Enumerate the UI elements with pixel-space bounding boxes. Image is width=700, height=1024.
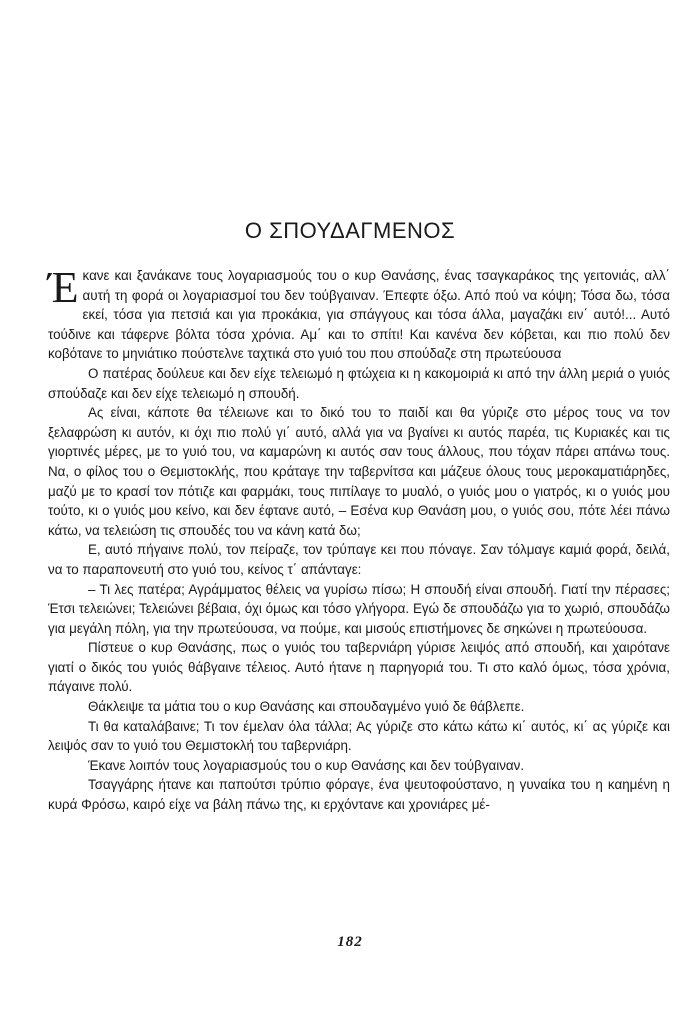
- drop-cap: Έ: [48, 263, 79, 312]
- paragraph: Τι θα καταλάβαινε; Τι τον έμελαν όλα τάλλα; Ας γύριζε στο κάτω κάτω κι΄ αυτός, κι΄ ας γύριζε και λειψός σαν το γυιό του Θεμιστοκλή του ταβερνιάρη.: [48, 718, 670, 754]
- paragraph: Ας είναι, κάποτε θα τέλειωνε και το δικό του το παιδί και θα γύριζε στο μέρος τους να τον ξελαφρώση κι αυτόν, κι όχι πιο πολύ γι΄ αυτό, αλλά για να βγαίνει κι αυτός παρέα, τις Κυριακές και τις γιορτινές μέρες, με το γυιό του, να καμαρώνη κι αυτός σαν τους άλλους, που τόχαν πάρει απάνω τους. Να, ο φίλος του ο Θεμιστοκλής, που κράταγε την ταβερνίτσα και μάζευε όλους τους μεροκαματιάρηδες, μαζύ με το κρασί τον πότιζε και φαρμάκι, τους πιπίλαγε το μυαλό, ο γυιός μου ο γιατρός, κι ο γυιός μου τούτο, κι ο γυιός μου κείνο, και δεν έφτανε αυτό, – Εσένα κυρ Θανάση μου, ο γυιός σου, πότε λέει πάνω κάτω, να τελειώση τις σπουδές του να κάνη κατά δω;: [48, 405, 670, 538]
- paragraph: Έκανε λοιπόν τους λογαριασμούς του ο κυρ Θανάσης και δεν τούβγαιναν.: [88, 757, 525, 773]
- paragraph: Θάκλειψε τα μάτια του ο κυρ Θανάσης και σπουδαγμένο γυιό δε θάβλεπε.: [88, 699, 525, 715]
- paragraph: Τσαγγάρης ήτανε και παπούτσι τρύπιο φόραγε, ένα ψευτοφούστανο, η γυναίκα του η καημένη η κυρά Φρόσω, καιρό είχε να βάλη πάνω της, κι ερχόντανε και χρονιάρες μέ-: [48, 777, 670, 813]
- paragraph: – Τι λες πατέρα; Αγράμματος θέλεις να γυρίσω πίσω; Η σπουδή είναι σπουδή. Γιατί την πέρασες; Έτσι τελειώνει; Τελειώνει βέβαια, όχι όμως και τόσο γλήγορα. Εγώ δε σπουδάζω για το χωριό, σπουδάζω για μεγάλη πόλη, για την πρωτεύουσα, να πούμε, και μισούς επιστήμονες δε σηκώνει η πρωτεύουσα.: [48, 581, 670, 636]
- page-number: 182: [337, 934, 363, 950]
- paragraph: Πίστευε ο κυρ Θανάσης, πως ο γυιός του ταβερνιάρη γύρισε λειψός από σπουδή, και χαιρότανε γιατί ο δικός του γυιός θάβγαινε τέλειος. Αυτό ήτανε η παρηγοριά του. Τι στο καλό όμως, τόσα χρόνια, πάγαινε πολύ.: [48, 640, 670, 695]
- chapter-title: Ο ΣΠΟΥΔΑΓΜΕΝΟΣ: [244, 218, 456, 243]
- paragraph-text: κανε και ξανάκανε τους λογαριασμούς του ο κυρ Θανάσης, ένας τσαγκαράκος της γειτονιάς, αλλ΄ αυτή τη φορά οι λογαριασμοί του δεν τούβγαιναν. Έπεφτε όξω. Από πού να κόψη; Τόσα δω, τόσα εκεί, τόσα για πετσιά και για προκάκια, για σπάγγους και τόσα άλλα, μαγαζάκι ειν΄ αυτό!... Αυτό τούδινε και τάφερνε βόλτα τόσα χρόνια. Αμ΄ και το σπίτι! Και κανένα δεν κόβεται, και πιο πολύ δεν κοβότανε το μηνιάτικο πούστελνε ταχτικά στο γυιό του που σπούδαζε στη πρωτεύουσα: [48, 268, 670, 362]
- paragraph: Ε, αυτό πήγαινε πολύ, τον πείραζε, τον τρύπαγε κει που πόναγε. Σαν τόλμαγε καμιά φορά, δειλά, να το παραπονευτή στο γυιό του, κείνος τ΄ απάνταγε:: [48, 542, 670, 577]
- body-text: [48, 263, 670, 815]
- paragraph: Ο πατέρας δούλευε και δεν είχε τελειωμό η φτώχεια κι η κακομοιριά κι από την άλλη μεριά ο γυιός σπούδαζε και δεν είχε τελειωμό η σπουδή.: [48, 365, 670, 401]
- paragraph: [48, 263, 670, 364]
